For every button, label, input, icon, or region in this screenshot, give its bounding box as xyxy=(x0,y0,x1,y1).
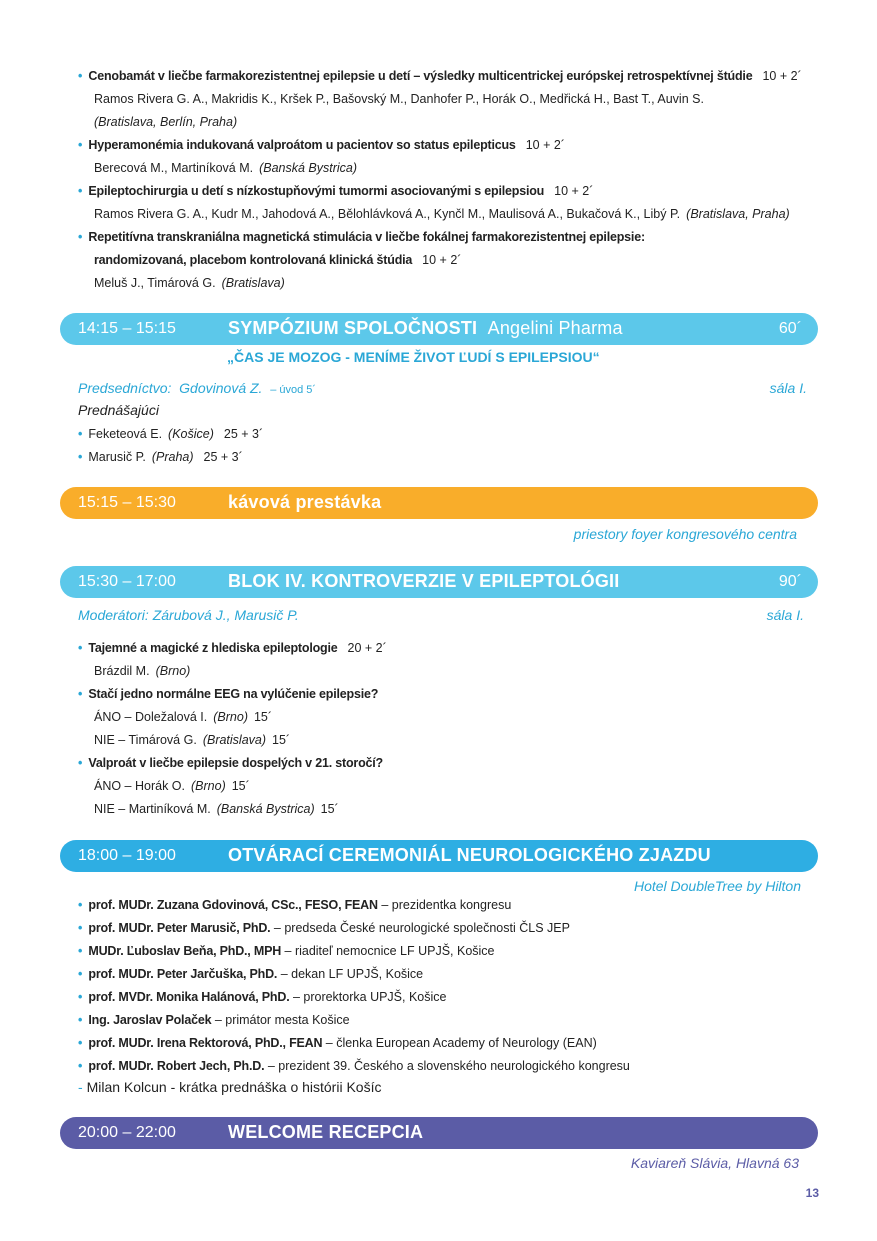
bullet-icon: • xyxy=(78,138,83,152)
bullet-icon: • xyxy=(78,184,83,198)
session-title: WELCOME RECEPCIA xyxy=(228,1122,424,1142)
block4-moderators: Moderátori: Zárubová J., Marusič P. xyxy=(78,607,299,623)
talk-authors: Brázdil M. (Brno) xyxy=(94,664,191,678)
ceremony-speaker: • prof. MUDr. Peter Jarčuška, PhD. – dekan LF UPJŠ, Košice xyxy=(78,967,424,981)
session-bar-block4 xyxy=(60,566,818,598)
symposium-chair: Predsedníctvo: Gdovinová Z. – úvod 5´ xyxy=(78,380,317,396)
session-bar-coffee xyxy=(60,487,818,519)
bullet-icon: • xyxy=(78,944,83,958)
bullet-icon: • xyxy=(78,990,83,1004)
talk-title-eeg: • Stačí jedno normálne EEG na vylúčenie epilepsie? xyxy=(78,687,379,701)
ceremony-speaker: • MUDr. Ľuboslav Beňa, PhD., MPH – riaditeľ nemocnice LF UPJŠ, Košice xyxy=(78,944,495,958)
speaker-item: • Marusič P. (Praha) 25 + 3´ xyxy=(78,450,243,464)
talk-title-epileptochirurgia: • Epileptochirurgia u detí s nízkostupňovými tumormi asociovanými s epilepsiou 10 + 2´ xyxy=(78,184,594,198)
session-time: 18:00 – 19:00 xyxy=(78,847,176,864)
bullet-icon: • xyxy=(78,1059,83,1073)
talk-title-magic: • Tajemné a magické z hlediska epileptologie 20 + 2´ xyxy=(78,641,387,655)
bullet-icon: • xyxy=(78,69,83,83)
ceremony-speaker: • prof. MUDr. Zuzana Gdovinová, CSc., FESO, FEAN – prezidentka kongresu xyxy=(78,898,512,912)
session-time: 20:00 – 22:00 xyxy=(78,1124,176,1141)
session-bar-ceremony xyxy=(60,840,818,872)
talk-title-hyperamonemia: • Hyperamonémia indukovaná valproátom u pacientov so status epilepticus 10 + 2´ xyxy=(78,138,565,152)
bullet-icon: • xyxy=(78,450,83,464)
session-time: 15:30 – 17:00 xyxy=(78,573,176,590)
symposium-room: sála I. xyxy=(769,380,807,396)
session-title: SYMPÓZIUM SPOLOČNOSTI Angelini Pharma xyxy=(228,318,623,338)
bullet-icon: • xyxy=(78,967,83,981)
talk-contra: NIE – Timárová G. (Bratislava) 15´ xyxy=(94,733,291,747)
ceremony-speaker: • Ing. Jaroslav Polaček – primátor mesta Košice xyxy=(78,1013,350,1027)
bullet-icon: • xyxy=(78,898,83,912)
bullet-icon: • xyxy=(78,921,83,935)
talk-pro: ÁNO – Horák O. (Brno) 15´ xyxy=(94,779,250,793)
block4-room: sála I. xyxy=(766,607,804,623)
session-time: 14:15 – 15:15 xyxy=(78,320,176,337)
ceremony-speaker: • prof. MUDr. Peter Marusič, PhD. – predseda České neurologické společnosti ČLS JEP xyxy=(78,921,570,935)
talk-location: (Bratislava, Berlín, Praha) xyxy=(94,115,238,129)
ceremony-extra: - Milan Kolcun - krátka prednáška o histórii Košíc xyxy=(78,1079,382,1095)
bullet-icon: • xyxy=(78,687,83,701)
speaker-item: • Feketeová E. (Košice) 25 + 3´ xyxy=(78,427,264,441)
page-number: 13 xyxy=(805,1186,819,1200)
session-title: OTVÁRACÍ CEREMONIÁL NEUROLOGICKÉHO ZJAZDU xyxy=(228,845,711,865)
session-bar-welcome xyxy=(60,1117,818,1149)
talk-title-cenobamat: • Cenobamát v liečbe farmakorezistentnej epilepsie u detí – výsledky multicentrickej európskej retrospektívnej štúdie 10 + 2´ xyxy=(78,69,802,83)
talk-authors: Ramos Rivera G. A., Kudr M., Jahodová A., Bělohlávková A., Kynčl M., Maulisová A., Bukačová K., Libý P. (Bratislava, Praha) xyxy=(94,207,790,221)
session-time: 15:15 – 15:30 xyxy=(78,494,176,511)
coffee-place: priestory foyer kongresového centra xyxy=(573,526,797,542)
session-bar-symposium xyxy=(60,313,818,345)
bullet-icon: • xyxy=(78,641,83,655)
talk-pro: ÁNO – Doležalová I. (Brno) 15´ xyxy=(94,710,273,724)
ceremony-speaker: • prof. MVDr. Monika Halánová, PhD. – prorektorka UPJŠ, Košice xyxy=(78,990,447,1004)
bullet-icon: • xyxy=(78,1036,83,1050)
talk-contra: NIE – Martiníková M. (Banská Bystrica) 15´ xyxy=(94,802,339,816)
bullet-icon: • xyxy=(78,756,83,770)
bullet-icon: • xyxy=(78,427,83,441)
welcome-place: Kaviareň Slávia, Hlavná 63 xyxy=(630,1155,799,1171)
bullet-icon: • xyxy=(78,230,83,244)
talk-title-rtms-line2: randomizovaná, placebom kontrolovaná klinická štúdia 10 + 2´ xyxy=(94,253,462,267)
session-length: 60´ xyxy=(778,320,802,337)
talk-title-valproat: • Valproát v liečbe epilepsie dospelých v 21. storočí? xyxy=(78,756,383,770)
ceremony-place: Hotel DoubleTree by Hilton xyxy=(633,878,801,894)
session-length: 90´ xyxy=(778,573,802,590)
ceremony-speaker: • prof. MUDr. Irena Rektorová, PhD., FEAN – členka European Academy of Neurology (EAN) xyxy=(78,1036,597,1050)
bullet-icon: • xyxy=(78,1013,83,1027)
ceremony-speaker: • prof. MUDr. Robert Jech, Ph.D. – prezident 39. Českého a slovenského neurologického kongresu xyxy=(78,1059,630,1073)
speakers-label: Prednášajúci xyxy=(78,402,159,418)
talk-title-rtms: • Repetitívna transkraniálna magnetická stimulácia v liečbe fokálnej farmakorezistentnej epilepsie: xyxy=(78,230,645,244)
session-title: BLOK IV. KONTROVERZIE V EPILEPTOLÓGII xyxy=(228,571,620,591)
talk-authors: Berecová M., Martiníková M. (Banská Bystrica) xyxy=(94,161,358,175)
talk-authors: Meluš J., Timárová G. (Bratislava) xyxy=(94,276,285,290)
symposium-subtitle: „ČAS JE MOZOG - MENÍME ŽIVOT ĽUDÍ S EPILEPSIOU“ xyxy=(227,349,600,365)
talk-authors: Ramos Rivera G. A., Makridis K., Kršek P., Bašovský M., Danhofer P., Horák O., Medřická H., Bast T., Auvin S. xyxy=(94,92,704,106)
session-title: kávová prestávka xyxy=(228,492,382,512)
